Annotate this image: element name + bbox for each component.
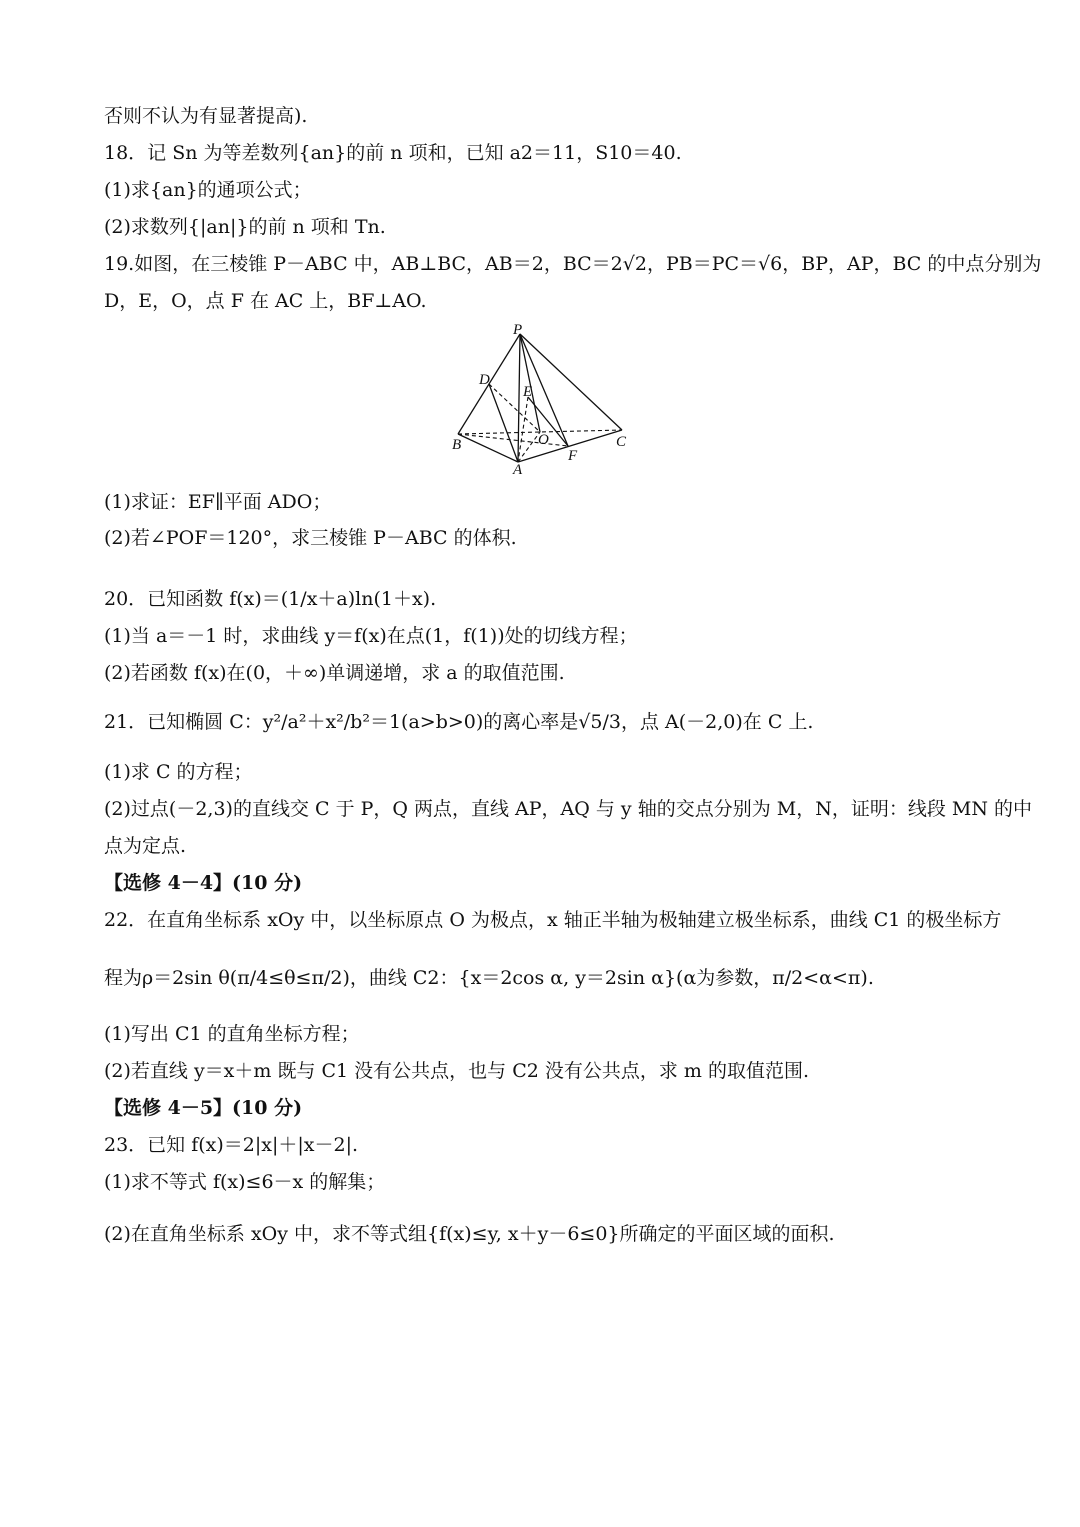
edge-pa: [518, 334, 520, 462]
line-7: (1)求证：EF∥平面 ADO；: [104, 491, 332, 513]
label-p: P: [513, 322, 523, 338]
pyramid-figure: [446, 322, 646, 478]
label-f: F: [568, 448, 578, 464]
line-17: 22．在直角坐标系 xOy 中，以坐标原点 O 为极点，x 轴正半轴为极轴建立极坐标系，曲线 C1 的极坐标方: [104, 909, 1002, 931]
line-4: (2)求数列{|an|}的前 n 项和 Tn.: [104, 216, 386, 238]
line-19: (1)写出 C1 的直角坐标方程；: [104, 1023, 360, 1045]
line-18: 程为ρ＝2sin θ(π/4≤θ≤π/2)，曲线 C2：{x＝2cos α, y＝2sin α}(α为参数，π/2<α<π).: [104, 967, 874, 989]
section-4-4-heading: 【选修 4－4】(10 分): [104, 872, 303, 894]
line-22: 23．已知 f(x)＝2|x|＋|x－2|.: [104, 1134, 359, 1156]
segment-bf-hidden: [458, 434, 568, 446]
line-15: 点为定点.: [104, 835, 187, 857]
label-b: B: [452, 437, 462, 453]
label-d: D: [479, 372, 490, 388]
line-8: (2)若∠POF＝120°，求三棱锥 P－ABC 的体积.: [104, 527, 517, 549]
line-11: (2)若函数 f(x)在(0，＋∞)单调递增，求 a 的取值范围.: [104, 662, 565, 684]
label-o: O: [538, 432, 549, 448]
line-20: (2)若直线 y＝x＋m 既与 C1 没有公共点，也与 C2 没有公共点，求 m 的取值范围.: [104, 1060, 810, 1082]
line-24: (2)在直角坐标系 xOy 中，求不等式组{f(x)≤y, x＋y－6≤0}所确定的平面区域的面积.: [104, 1223, 835, 1245]
line-3: (1)求{an}的通项公式；: [104, 179, 312, 201]
line-9: 20．已知函数 f(x)＝(1/x＋a)ln(1＋x).: [104, 588, 437, 610]
line-5: 19.如图，在三棱锥 P－ABC 中，AB⊥BC，AB＝2，BC＝2√2，PB＝PC＝√6，BP，AP，BC 的中点分别为: [104, 253, 1042, 275]
line-1: 否则不认为有显著提高).: [104, 105, 308, 127]
segment-do-hidden: [489, 384, 540, 432]
line-10: (1)当 a＝－1 时，求曲线 y＝f(x)在点(1，f(1))处的切线方程；: [104, 625, 638, 647]
line-6: D，E，O，点 F 在 AC 上，BF⊥AO.: [104, 290, 427, 312]
line-13: (1)求 C 的方程；: [104, 761, 253, 783]
label-a: A: [513, 462, 523, 478]
label-e: E: [523, 384, 533, 400]
segment-po: [520, 334, 540, 432]
line-14: (2)过点(－2,3)的直线交 C 于 P，Q 两点，直线 AP，AQ 与 y 轴的交点分别为 M，N，证明：线段 MN 的中: [104, 798, 1032, 820]
section-4-5-heading: 【选修 4－5】(10 分): [104, 1097, 303, 1119]
segment-ao-hidden: [518, 432, 540, 462]
line-12: 21．已知椭圆 C：y²/a²＋x²/b²＝1(a>b>0)的离心率是√5/3，点 A(－2,0)在 C 上.: [104, 711, 814, 733]
line-23: (1)求不等式 f(x)≤6－x 的解集；: [104, 1171, 386, 1193]
line-2: 18．记 Sn 为等差数列{an}的前 n 项和，已知 a2＝11，S10＝40.: [104, 142, 682, 164]
label-c: C: [616, 434, 627, 450]
edge-pc: [520, 334, 622, 430]
